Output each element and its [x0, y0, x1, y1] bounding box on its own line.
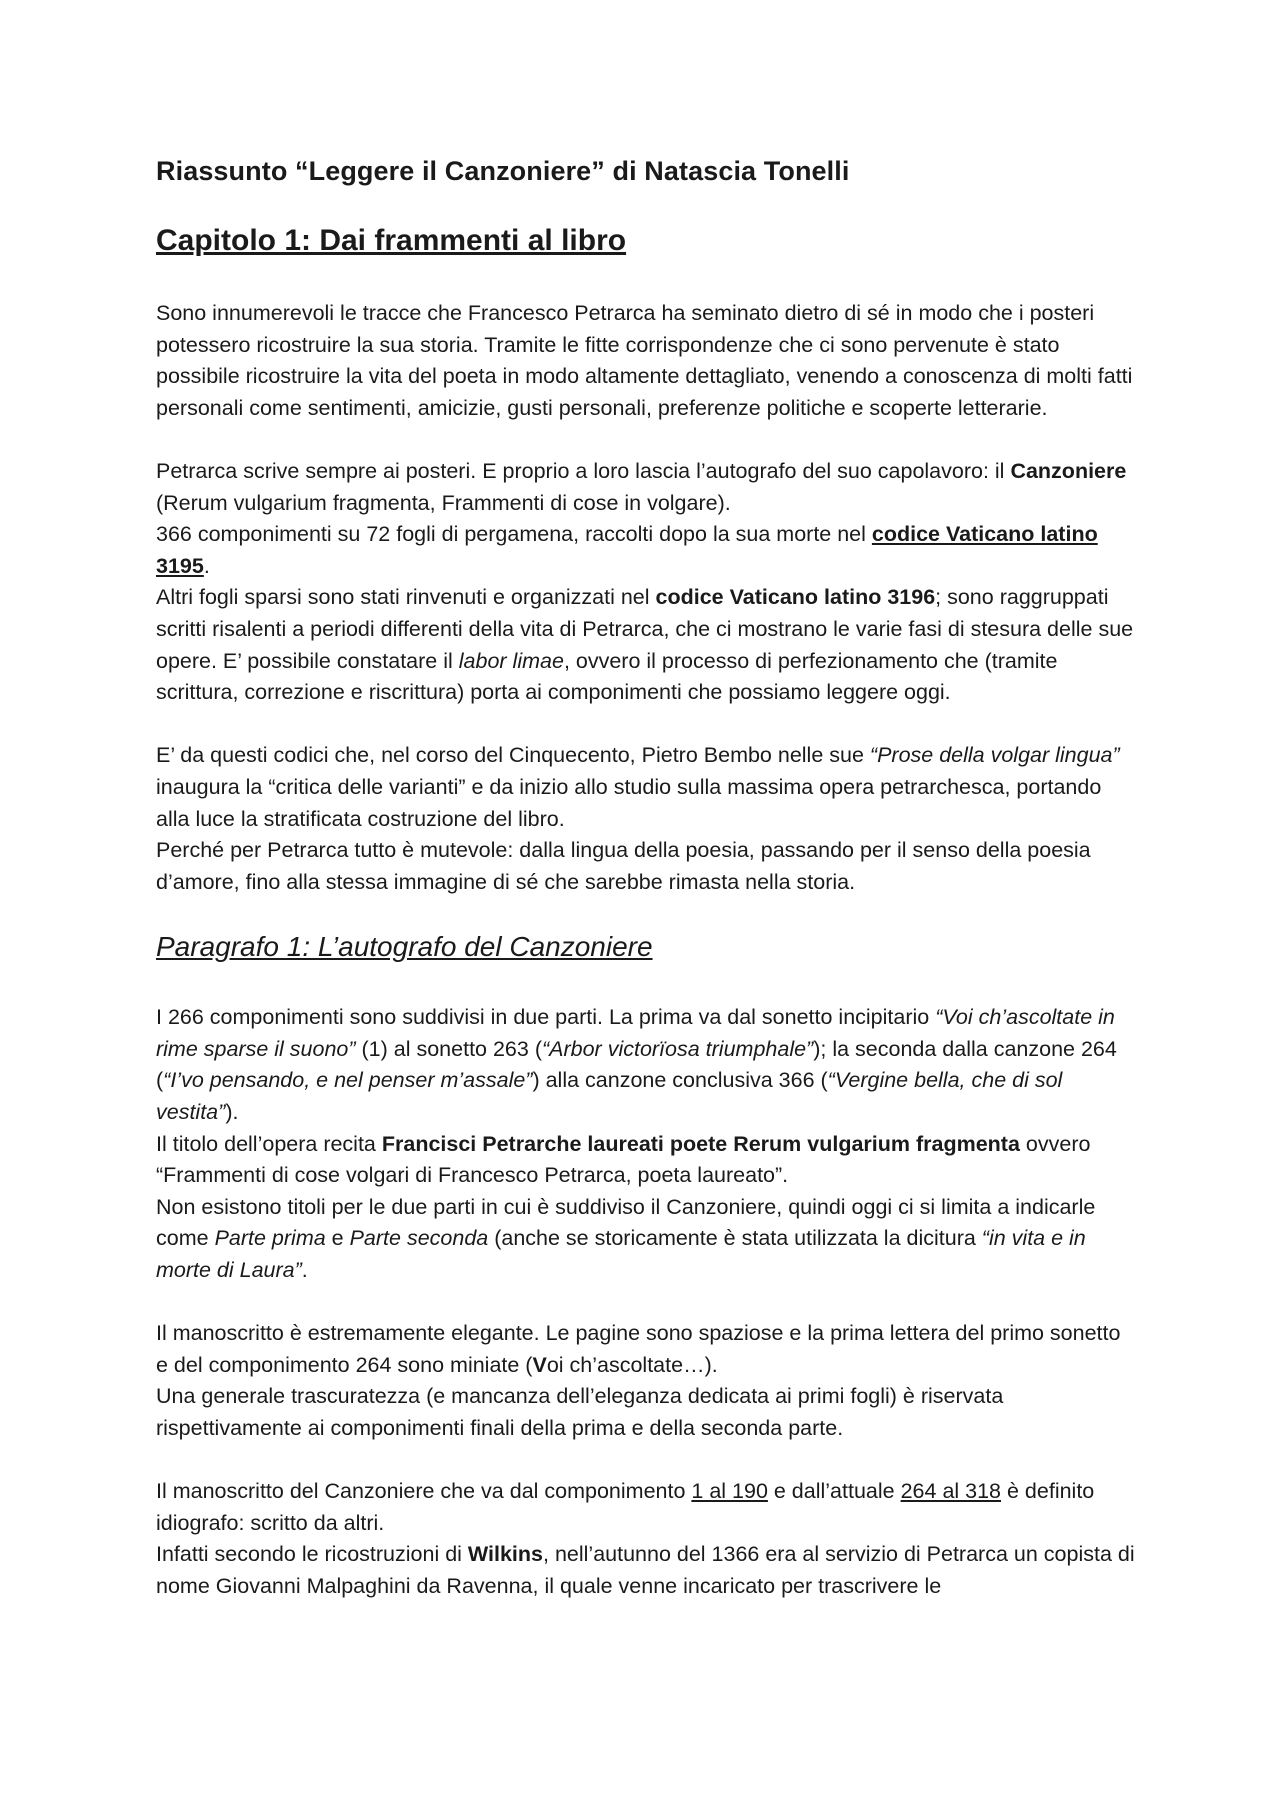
- italic-text: “Arbor victorïosa triumphale”: [541, 1036, 814, 1061]
- italic-text: labor limae: [458, 648, 564, 673]
- underlined-text: 264 al 318: [900, 1479, 1002, 1504]
- text-run: .: [203, 553, 210, 578]
- bold-underlined-text: codice Vaticano latino 3195: [156, 522, 1098, 578]
- chapter-heading: Capitolo 1: Dai frammenti al libro: [156, 224, 627, 257]
- italic-text: “Prose della volgar lingua”: [869, 743, 1120, 768]
- text-run: Petrarca scrive sempre ai posteri. E proprio a loro lascia l’autografo del suo capolavoro: il: [156, 458, 1011, 483]
- text-run: Infatti secondo le ricostruzioni di: [156, 1542, 468, 1567]
- text-run: , nell’autunno del 1366 era al servizio di Petrarca un copista di nome Giovanni Malpaghini da Ravenna, il quale venne incaricato per trascrivere le: [156, 1542, 1135, 1598]
- document-page: [156, 150, 1136, 1603]
- italic-text: “I’vo pensando, e nel penser m’assale”: [163, 1068, 533, 1093]
- bold-text: Francisci Petrarche laureati poete Rerum vulgarium fragmenta: [381, 1131, 1020, 1156]
- text-run: I 266 componimenti sono suddivisi in due parti. La prima va dal sonetto incipitario: [156, 1005, 936, 1030]
- paragraph-bembo: [156, 740, 1136, 898]
- italic-text: “Vergine bella, che di sol vestita”: [156, 1068, 1063, 1125]
- text-run: oi ch’ascoltate…).: [546, 1352, 718, 1377]
- paragraph-idiografo: [156, 1476, 1136, 1602]
- text-run: ovvero “Frammenti di cose volgari di Francesco Petrarca, poeta laureato”.: [156, 1131, 1091, 1188]
- text-run: Il manoscritto è estremamente elegante. Le pagine sono spaziose e la prima lettera del primo sonetto e del componimento 264 sono miniate (: [156, 1321, 1121, 1377]
- text-run: ).: [225, 1100, 239, 1125]
- text-run: ; sono raggruppati scritti risalenti a periodi differenti della vita di Petrarca, che ci mostrano le varie fasi di stesura delle sue opere. E’ possibile constatare il: [156, 585, 1134, 673]
- bold-text: codice Vaticano latino 3196: [655, 585, 936, 610]
- text-run: (anche se storicamente è stata utilizzata la dicitura: [488, 1226, 982, 1251]
- text-run: ) alla canzone conclusiva 366 (: [532, 1068, 828, 1093]
- italic-text: “Voi ch’ascoltate in rime sparse il suono”: [156, 1005, 1115, 1061]
- paragraph-autografo: [156, 456, 1136, 709]
- text-run: ); la seconda dalla canzone 264 (: [156, 1036, 1117, 1093]
- text-run: , ovvero il processo di perfezionamento che (tramite scrittura, correzione e riscrittura) porta ai componimenti che possiamo leggere oggi.: [156, 648, 1058, 705]
- text-run: .: [301, 1258, 308, 1283]
- text-run: Il manoscritto del Canzoniere che va dal componimento: [156, 1479, 692, 1504]
- text-run: Altri fogli sparsi sono stati rinvenuti e organizzati nel: [156, 585, 656, 610]
- italic-text: Parte prima: [214, 1226, 326, 1251]
- document-title: Riassunto “Leggere il Canzoniere” di Natascia Tonelli: [156, 156, 850, 186]
- bold-text: Wilkins: [467, 1542, 543, 1567]
- text-run: Una generale trascuratezza (e mancanza dell’eleganza dedicata ai primi fogli) è riservata rispettivamente ai componimenti finali della prima e della seconda parte.: [156, 1384, 1004, 1440]
- section-heading: Paragrafo 1: L’autografo del Canzoniere: [156, 931, 653, 963]
- text-run: Il titolo dell’opera recita: [156, 1131, 382, 1156]
- text-run: E’ da questi codici che, nel corso del Cinquecento, Pietro Bembo nelle sue: [156, 743, 870, 768]
- text-run: 366 componimenti su 72 fogli di pergamena, raccolti dopo la sua morte nel: [156, 522, 872, 547]
- italic-text: Parte seconda: [349, 1226, 489, 1251]
- paragraph-struttura: [156, 1002, 1136, 1286]
- italic-text: “in vita e in morte di Laura”: [156, 1226, 1086, 1283]
- bold-text: V: [532, 1352, 547, 1377]
- text-run: Non esistono titoli per le due parti in cui è suddiviso il Canzoniere, quindi oggi ci si limita a indicarle come: [156, 1194, 1096, 1251]
- text-run: Perché per Petrarca tutto è mutevole: dalla lingua della poesia, passando per il senso della poesia d’amore, fino alla stessa immagine di sé che sarebbe rimasta nella storia.: [156, 838, 1091, 894]
- bold-text: Canzoniere: [1010, 458, 1127, 483]
- text-run: (Rerum vulgarium fragmenta, Frammenti di cose in volgare).: [156, 490, 731, 515]
- text-run: (1) al sonetto 263 (: [355, 1036, 542, 1061]
- text-run: inaugura la “critica delle varianti” e da inizio allo studio sulla massima opera petrarchesca, portando alla luce la stratificata costruzione del libro.: [156, 774, 1102, 831]
- paragraph-intro: Sono innumerevoli le tracce che Francesco Petrarca ha seminato dietro di sé in modo che i posteri potessero ricostruire la sua storia. Tramite le fitte corrispondenze che ci sono pervenute è stato possibile ricostruire la vita del poeta in modo altamente dettagliato, venendo a conoscenza di molti fatti personali come sentimenti, amicizie, gusti personali, preferenze politiche e scoperte letterarie.: [156, 301, 1133, 420]
- paragraph-manoscritto: [156, 1318, 1136, 1444]
- text-run: e: [325, 1226, 350, 1251]
- text-run: è definito idiografo: scritto da altri.: [156, 1479, 1095, 1535]
- text-run: e dall’attuale: [767, 1479, 901, 1504]
- underlined-text: 1 al 190: [691, 1479, 768, 1504]
